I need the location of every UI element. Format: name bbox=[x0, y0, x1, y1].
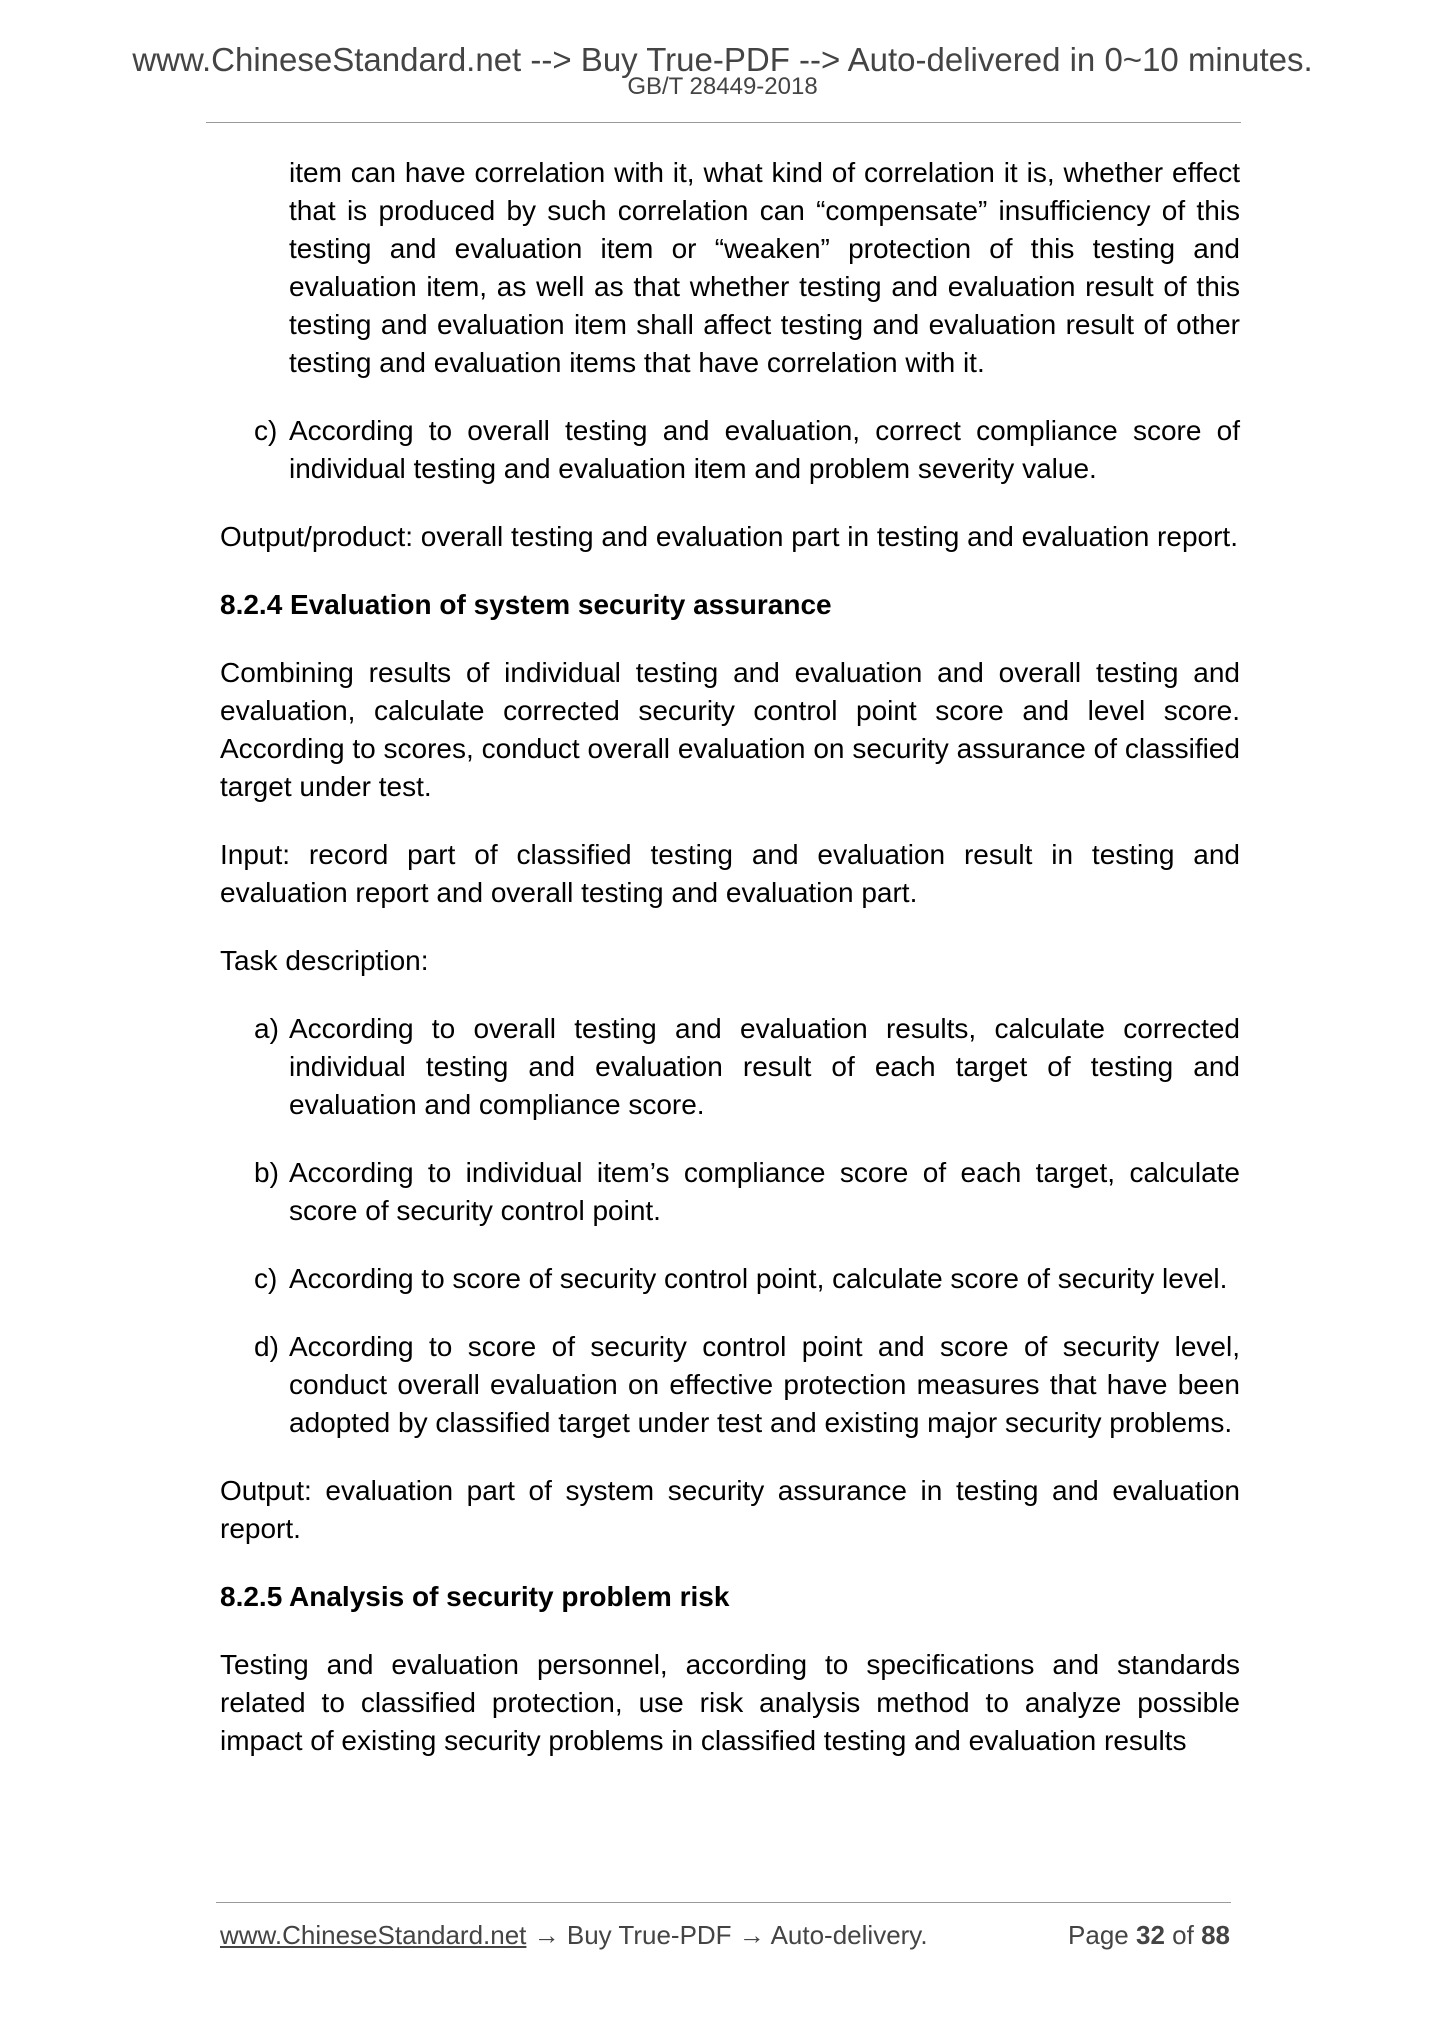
list-marker: d) bbox=[254, 1331, 279, 1362]
list-item bbox=[220, 1260, 1240, 1298]
page-total: 88 bbox=[1201, 1920, 1230, 1950]
section-heading: 8.2.4 Evaluation of system security assurance bbox=[220, 589, 832, 620]
list-marker: c) bbox=[254, 415, 278, 446]
continued-list-item bbox=[220, 154, 1240, 382]
list-item bbox=[220, 1010, 1240, 1124]
standard-code: GB/T 28449-2018 bbox=[627, 73, 818, 100]
document-body bbox=[220, 154, 1240, 1790]
top-banner: www.ChineseStandard.net --> Buy True-PDF --> Auto-delivered in 0~10 minutes. bbox=[132, 41, 1313, 78]
list-item bbox=[220, 412, 1240, 488]
footer-tagline: → Buy True-PDF → Auto-delivery. bbox=[526, 1920, 928, 1950]
section-heading: 8.2.5 Analysis of security problem risk bbox=[220, 1581, 730, 1612]
list-marker: c) bbox=[254, 1263, 278, 1294]
page-label: Page bbox=[1068, 1920, 1129, 1950]
page-number: 32 bbox=[1136, 1920, 1165, 1950]
footer-divider bbox=[216, 1902, 1231, 1903]
list-item-text: According to individual item’s compliance score of each target, calculate score of security control point. bbox=[289, 1157, 1240, 1226]
input-paragraph: Input: record part of classified testing and evaluation result in testing and evaluation report and overall testing and evaluation part. bbox=[220, 839, 1240, 908]
intro-paragraph: Testing and evaluation personnel, according to specifications and standards related to classified protection, use risk analysis method to analyze possible impact of existing security problems in classified testing and evaluation results bbox=[220, 1649, 1240, 1756]
page-counter bbox=[1068, 1918, 1230, 1952]
list-item bbox=[220, 1328, 1240, 1442]
list-item-text: According to score of security control point and score of security level, conduct overall evaluation on effective protection measures that have been adopted by classified target under test and existing major security problems. bbox=[289, 1331, 1240, 1438]
list-item bbox=[220, 1154, 1240, 1230]
list-marker: b) bbox=[254, 1157, 279, 1188]
output-paragraph: Output: evaluation part of system security assurance in testing and evaluation report. bbox=[220, 1475, 1240, 1544]
page-footer bbox=[220, 1918, 1230, 1952]
list-item-text: According to overall testing and evaluation, correct compliance score of individual testing and evaluation item and problem severity value. bbox=[289, 415, 1240, 484]
task-description-label: Task description: bbox=[220, 945, 429, 976]
footer-site-link[interactable]: www.ChineseStandard.net bbox=[220, 1920, 527, 1950]
output-paragraph: Output/product: overall testing and evaluation part in testing and evaluation report. bbox=[220, 521, 1238, 552]
of-label: of bbox=[1172, 1920, 1194, 1950]
intro-paragraph: Combining results of individual testing and evaluation and overall testing and evaluation, calculate corrected security control point score and level score. According to scores, conduct overall evaluation on security assurance of classified target under test. bbox=[220, 657, 1240, 802]
list-marker: a) bbox=[254, 1013, 279, 1044]
list-item-text: According to overall testing and evaluation results, calculate corrected individual testing and evaluation result of each target of testing and evaluation and compliance score. bbox=[289, 1013, 1240, 1120]
header-divider bbox=[206, 122, 1241, 123]
list-item-text: According to score of security control point, calculate score of security level. bbox=[289, 1263, 1228, 1294]
continued-paragraph: item can have correlation with it, what kind of correlation it is, whether effect that is produced by such correlation can “compensate” insufficiency of this testing and evaluation item or “weaken” protection of this testing and evaluation item, as well as that whether testing and evaluation result of this testing and evaluation item shall affect testing and evaluation result of other testing and evaluation items that have correlation with it. bbox=[289, 157, 1240, 378]
